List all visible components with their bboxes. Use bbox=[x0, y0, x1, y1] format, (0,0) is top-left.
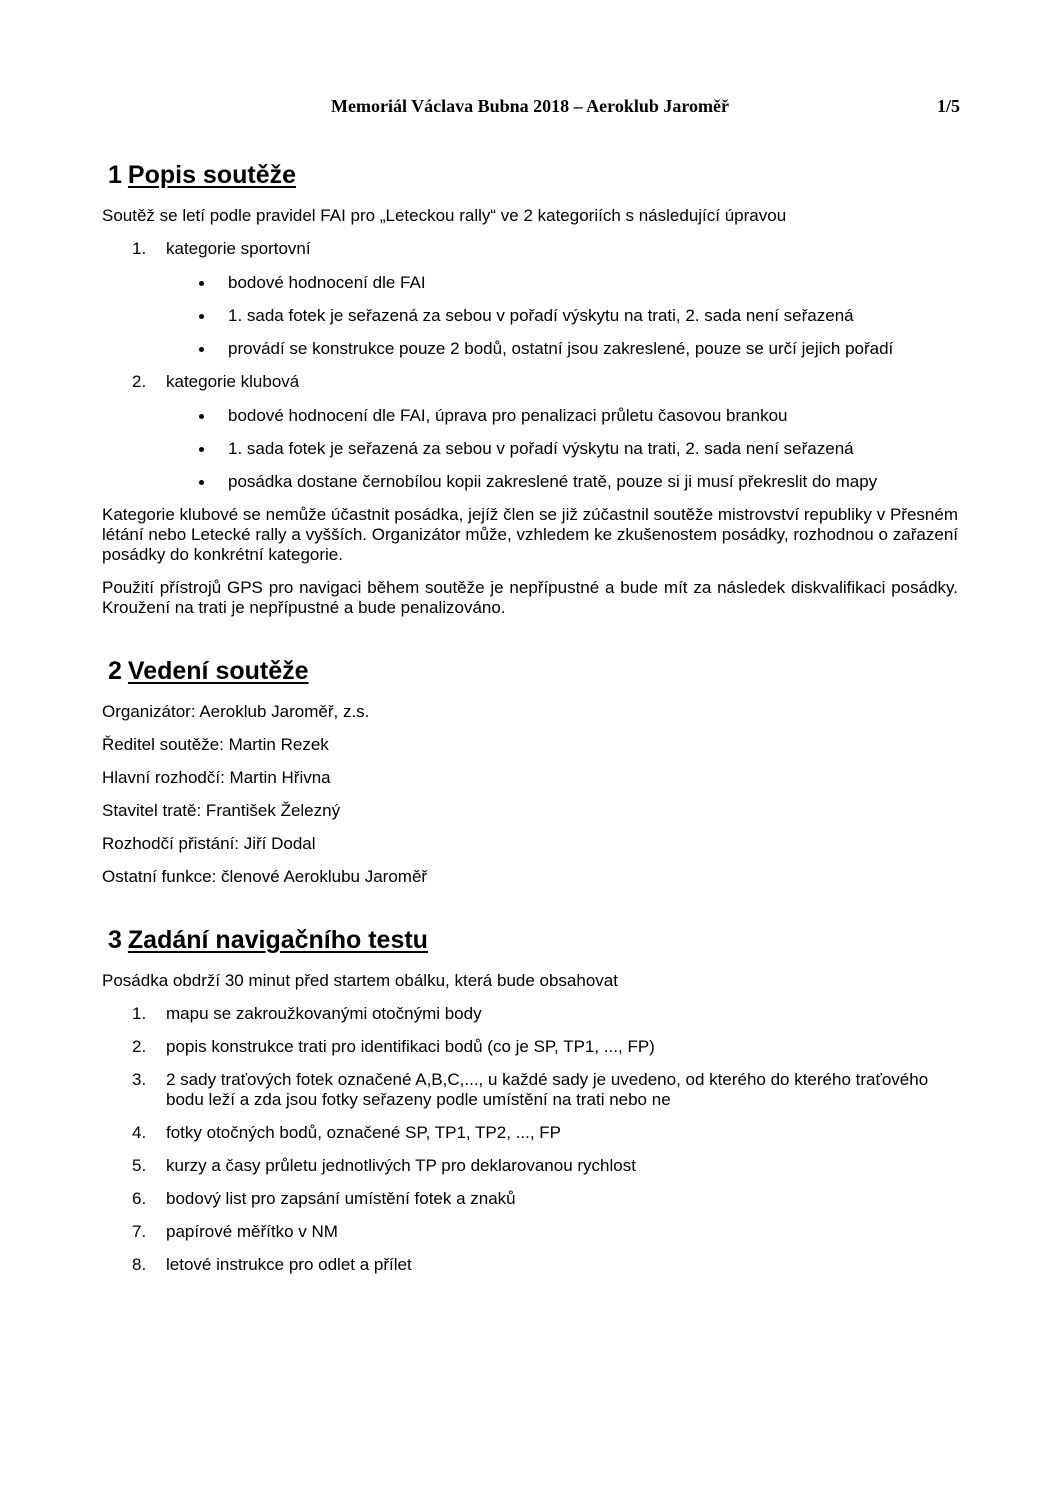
item-number: 8. bbox=[132, 1255, 147, 1274]
category-list bbox=[102, 239, 958, 492]
list-item bbox=[102, 1156, 958, 1176]
list-item bbox=[102, 372, 958, 492]
bullet-icon bbox=[199, 480, 204, 485]
bullet-icon bbox=[199, 447, 204, 452]
item-number: 5. bbox=[132, 1156, 147, 1175]
section-number: 3 bbox=[108, 926, 122, 954]
bullet-item bbox=[102, 472, 958, 492]
section-heading bbox=[108, 925, 958, 955]
bullet-text: 1. sada fotek je seřazená za sebou v pořadí výskytu na trati, 2. sada není seřazená bbox=[228, 306, 854, 325]
bullet-text: posádka dostane černobílou kopii zakreslené tratě, pouze si ji musí překreslit do mapy bbox=[228, 472, 878, 491]
item-number: 2. bbox=[132, 372, 147, 391]
list-item bbox=[102, 1037, 958, 1057]
staff-line: Ředitel soutěže: Martin Rezek bbox=[102, 735, 329, 754]
bullet-list bbox=[166, 406, 958, 492]
section-title: Popis soutěže bbox=[127, 161, 296, 189]
section-title: Zadání navigačního testu bbox=[127, 926, 428, 954]
document-title: Memoriál Václava Bubna 2018 – Aeroklub Jaroměř bbox=[331, 96, 729, 116]
bullet-icon bbox=[199, 347, 204, 352]
item-text: bodový list pro zapsání umístění fotek a znaků bbox=[166, 1189, 516, 1208]
section-heading bbox=[108, 656, 958, 686]
category-label: kategorie sportovní bbox=[166, 239, 311, 258]
staff-line: Organizátor: Aeroklub Jaroměř, z.s. bbox=[102, 702, 370, 721]
staff-line: Rozhodčí přistání: Jiří Dodal bbox=[102, 834, 316, 853]
document-body bbox=[102, 160, 958, 1288]
item-text: mapu se zakroužkovanými otočnými body bbox=[166, 1004, 482, 1023]
section-heading bbox=[108, 160, 958, 190]
section-navigation-test bbox=[102, 925, 958, 1275]
section-number: 1 bbox=[108, 161, 122, 189]
section-title: Vedení soutěže bbox=[127, 657, 309, 685]
item-text: popis konstrukce trati pro identifikaci bodů (co je SP, TP1, ..., FP) bbox=[166, 1037, 655, 1056]
list-item bbox=[102, 1255, 958, 1275]
item-text: kurzy a časy průletu jednotlivých TP pro deklarovanou rychlost bbox=[166, 1156, 636, 1175]
page-header bbox=[100, 96, 960, 124]
bullet-icon bbox=[199, 414, 204, 419]
bullet-list bbox=[166, 273, 958, 359]
bullet-item bbox=[102, 339, 958, 359]
bullet-icon bbox=[199, 314, 204, 319]
list-item bbox=[102, 1070, 958, 1110]
bullet-item bbox=[102, 273, 958, 293]
bullet-item bbox=[102, 439, 958, 459]
item-number: 7. bbox=[132, 1222, 147, 1241]
staff-line: Stavitel tratě: František Železný bbox=[102, 801, 341, 820]
bullet-item bbox=[102, 306, 958, 326]
list-item bbox=[102, 239, 958, 359]
envelope-contents-list bbox=[102, 1004, 958, 1275]
bullet-text: 1. sada fotek je seřazená za sebou v pořadí výskytu na trati, 2. sada není seřazená bbox=[228, 439, 854, 458]
list-item bbox=[102, 1004, 958, 1024]
list-item bbox=[102, 1189, 958, 1209]
section-competition-management bbox=[102, 656, 958, 887]
section-intro: Soutěž se letí podle pravidel FAI pro „Leteckou rally“ ve 2 kategoriích s následující úpravou bbox=[102, 206, 787, 225]
list-item bbox=[102, 1123, 958, 1143]
staff-line: Hlavní rozhodčí: Martin Hřivna bbox=[102, 768, 331, 787]
bullet-item bbox=[102, 406, 958, 426]
bullet-icon bbox=[199, 281, 204, 286]
item-number: 1. bbox=[132, 239, 147, 258]
section-competition-description bbox=[102, 160, 958, 618]
item-number: 2. bbox=[132, 1037, 147, 1056]
section-intro: Posádka obdrží 30 minut před startem obálku, která bude obsahovat bbox=[102, 971, 618, 990]
bullet-text: bodové hodnocení dle FAI, úprava pro penalizaci průletu časovou brankou bbox=[228, 406, 788, 425]
staff-line: Ostatní funkce: členové Aeroklubu Jaroměř bbox=[102, 867, 428, 886]
item-number: 6. bbox=[132, 1189, 147, 1208]
paragraph: Kategorie klubové se nemůže účastnit posádka, jejíž člen se již zúčastnil soutěže mistrovství republiky v Přesném létání nebo Letecké rally a vyšších. Organizátor může, vzhledem ke zkušenostem posádky, rozhodnou o zařazení posádky do konkrétní kategorie. bbox=[102, 505, 958, 564]
category-label: kategorie klubová bbox=[166, 372, 300, 391]
bullet-text: provádí se konstrukce pouze 2 bodů, ostatní jsou zakreslené, pouze se určí jejich pořadí bbox=[228, 339, 894, 358]
paragraph: Použití přístrojů GPS pro navigaci během soutěže je nepřípustné a bude mít za následek diskvalifikaci posádky. Kroužení na trati je nepřípustné a bude penalizováno. bbox=[102, 578, 958, 617]
item-text: fotky otočných bodů, označené SP, TP1, TP2, ..., FP bbox=[166, 1123, 562, 1142]
bullet-text: bodové hodnocení dle FAI bbox=[228, 273, 426, 292]
item-number: 3. bbox=[132, 1070, 147, 1089]
item-text: letové instrukce pro odlet a přílet bbox=[166, 1255, 412, 1274]
item-number: 4. bbox=[132, 1123, 147, 1142]
list-item bbox=[102, 1222, 958, 1242]
item-text: 2 sady traťových fotek označené A,B,C,..., u každé sady je uvedeno, od kterého do kterého traťového bodu leží a zda jsou fotky seřazeny podle umístění na trati nebo ne bbox=[166, 1070, 929, 1109]
item-text: papírové měřítko v NM bbox=[166, 1222, 338, 1241]
page-number: 1/5 bbox=[936, 96, 960, 116]
item-number: 1. bbox=[132, 1004, 147, 1023]
section-number: 2 bbox=[108, 657, 122, 685]
